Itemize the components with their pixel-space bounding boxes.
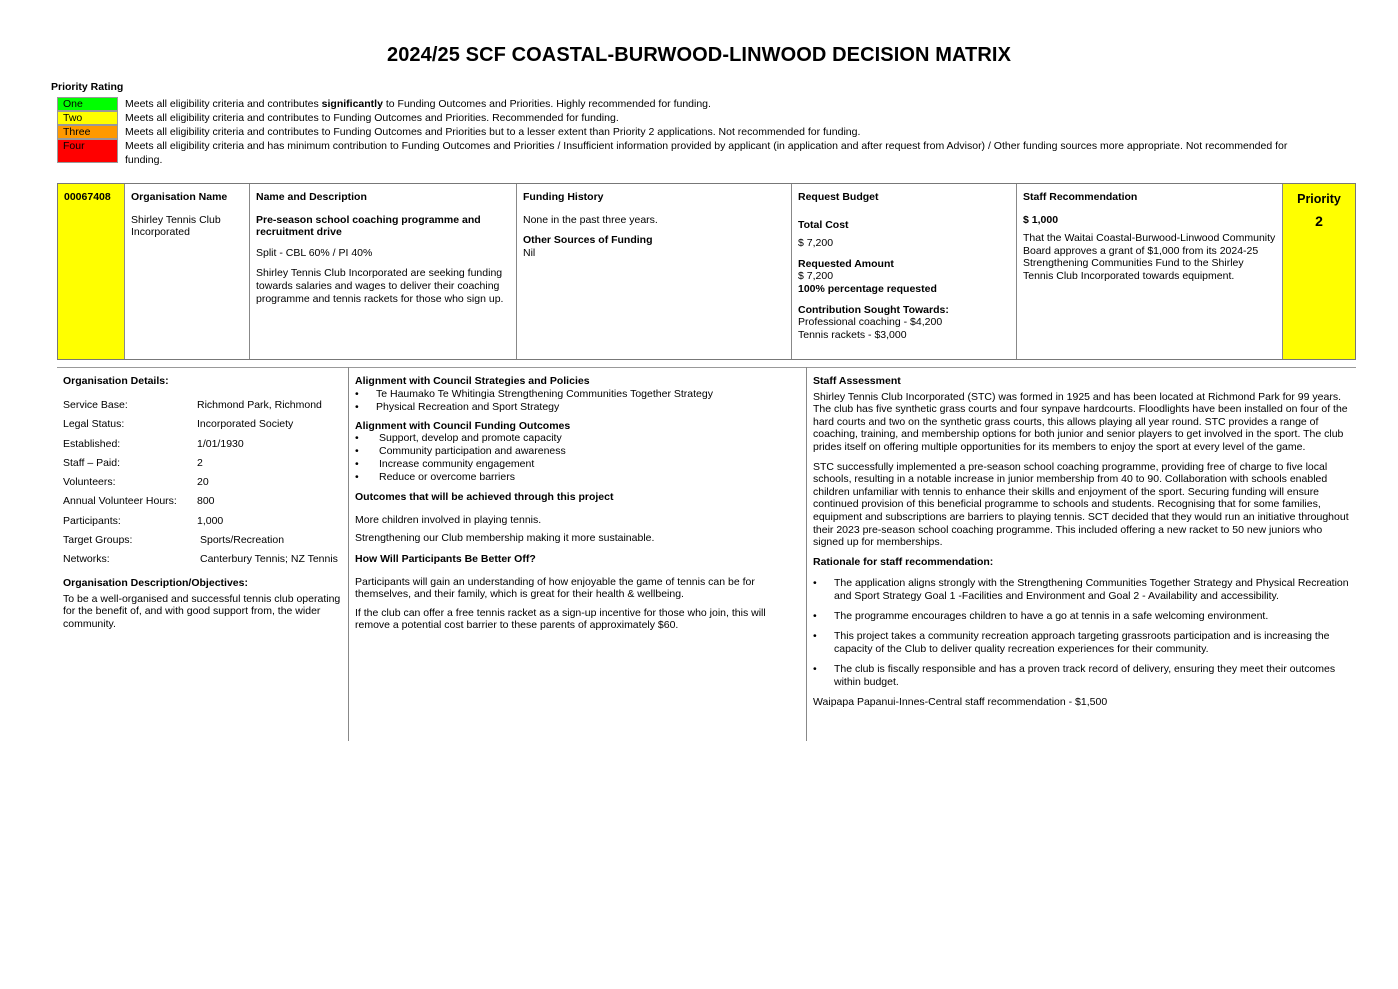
detail-row: [63, 396, 345, 415]
other-board-recommendation: Waipapa Papanui-Innes-Central staff recommendation - $1,500: [813, 696, 1108, 709]
other-sources-header: Other Sources of Funding: [523, 234, 653, 247]
name-description-header: Name and Description: [256, 191, 367, 203]
detail-value: 2: [197, 456, 203, 469]
other-sources: Nil: [523, 246, 536, 259]
priority-one-text: Meets all eligibility criteria and contributes significantly to Funding Outcomes and Priorities. Highly recommended for funding.: [125, 98, 711, 110]
priority-three-text: Meets all eligibility criteria and contributes to Funding Outcomes and Priorities but to a lesser extent than Priority 2 applications. Not recommended for funding.: [125, 126, 861, 138]
contribution-item: Tennis rackets - $3,000: [798, 328, 907, 341]
organisation-details: [63, 375, 345, 631]
requested-amount-label: Requested Amount: [798, 257, 894, 270]
list-item: • Te Haumako Te Whitingia Strengthening Communities Together Strategy: [355, 388, 800, 401]
list-item: • This project takes a community recreation approach targeting grassroots participation and is increasing the capacity of the Club to deliver quality recreation experiences for their community.: [813, 630, 1350, 656]
request-budget-cell: [792, 184, 1017, 359]
organisation-name-header: Organisation Name: [131, 191, 228, 203]
priority-two-text: Meets all eligibility criteria and contributes to Funding Outcomes and Priorities. Recommended for funding.: [125, 112, 619, 124]
requested-amount: $ 7,200: [798, 270, 834, 283]
priority-legend-row: [57, 125, 1317, 139]
detail-row: [63, 415, 345, 434]
detail-value: Richmond Park, Richmond: [197, 398, 322, 411]
detail-label: Annual Volunteer Hours:: [63, 495, 177, 508]
detail-row: [63, 492, 345, 511]
contribution-label: Contribution Sought Towards:: [798, 303, 949, 316]
detail-row: [63, 550, 345, 569]
funding-history-cell: [517, 184, 792, 359]
list-item: • Physical Recreation and Sport Strategy: [355, 401, 800, 414]
staff-assessment-heading: Staff Assessment: [813, 375, 901, 387]
staff-recommendation-amount: $ 1,000: [1023, 213, 1059, 226]
outcomes-list: [355, 432, 800, 484]
list-item: • Support, develop and promote capacity: [355, 432, 800, 445]
organisation-name-cell: [125, 184, 250, 359]
staff-recommendation-text: That the Waitai Coastal-Burwood-Linwood Community Board approves a grant of $1,000 from its 2024-25 Strengthening Communities Fund to the Shirley Tennis Club Incorporated towards equipment.: [1023, 232, 1276, 282]
better-off-item: Participants will gain an understanding of how enjoyable the game of tennis can be for themselves, and their family, which is great for their health & wellbeing.: [355, 575, 755, 601]
achieved-heading: Outcomes that will be achieved through this project: [355, 491, 614, 504]
assessment-paragraph: STC successfully implemented a pre-season school coaching programme, providing free of charge to five local schools, resulting in a notable increase in junior membership from 40 to 90. Collaboration with schools enabled children unfamiliar with tennis to enhance their skills and enjoyment of the sport. Securing funding will ensure continued provision of this beneficial programme to schools and students. Recognising that for some families, equipment and subscriptions are barriers to playing tennis. SCT decided that they would run an initiative throughout their 2023 pre-season school coaching programme. This included offering a new racket to 50 new juniors who signed up for memberships.: [813, 460, 1349, 549]
detail-value: 1,000: [197, 514, 224, 527]
request-budget-header: Request Budget: [798, 191, 879, 203]
funding-history-header: Funding History: [523, 191, 604, 203]
objectives-heading: Organisation Description/Objectives:: [63, 577, 248, 590]
priority-legend-row: [57, 139, 1317, 167]
staff-recommendation-cell: [1017, 184, 1283, 359]
organisation-name: Shirley Tennis Club Incorporated: [131, 213, 221, 239]
list-item: • Reduce or overcome barriers: [355, 471, 800, 484]
strategies-heading: Alignment with Council Strategies and Policies: [355, 375, 590, 387]
detail-value: 1/01/1930: [197, 437, 244, 450]
organisation-details-heading: Organisation Details:: [63, 375, 169, 387]
percentage-requested: 100% percentage requested: [798, 282, 937, 295]
detail-label: Staff – Paid:: [63, 456, 121, 469]
detail-row: [63, 434, 345, 453]
total-cost-label: Total Cost: [798, 218, 849, 231]
achieved-item: Strengthening our Club membership making it more sustainable.: [355, 532, 655, 545]
priority-two-swatch: Two: [57, 111, 118, 125]
detail-label: Established:: [63, 437, 121, 450]
contribution-item: Professional coaching - $4,200: [798, 316, 943, 329]
better-off-item: If the club can offer a free tennis racket as a sign-up incentive for those who join, this will remove a potential cost barrier to these parents of approximately $60.: [355, 606, 766, 632]
column-divider: [348, 367, 349, 741]
priority-legend-row: [57, 111, 1317, 125]
priority-one-swatch: One: [57, 97, 118, 111]
priority-label: Priority: [1297, 192, 1341, 206]
list-item: • Increase community engagement: [355, 458, 800, 471]
funding-history: None in the past three years.: [523, 213, 658, 226]
detail-value: Incorporated Society: [197, 418, 294, 431]
list-item: • The club is fiscally responsible and has a proven track record of delivery, ensuring they meet their outcomes within budget.: [813, 663, 1350, 689]
detail-row: [63, 531, 345, 550]
column-divider: [806, 367, 807, 741]
detail-label: Participants:: [63, 514, 121, 527]
detail-value: Canterbury Tennis; NZ Tennis: [200, 553, 338, 566]
page-title: 2024/25 SCF COASTAL-BURWOOD-LINWOOD DECISION MATRIX: [386, 44, 1012, 66]
detail-label: Legal Status:: [63, 418, 125, 431]
better-off-heading: How Will Participants Be Better Off?: [355, 552, 536, 565]
application-id: 00067408: [58, 184, 125, 359]
funding-split: Split - CBL 60% / PI 40%: [256, 246, 373, 259]
list-item: • The programme encourages children to have a go at tennis in a safe welcoming environment.: [813, 610, 1350, 623]
detail-label: Target Groups:: [63, 534, 133, 547]
name-description-cell: [250, 184, 517, 359]
priority-four-swatch: Four: [57, 139, 118, 163]
staff-assessment-section: [813, 375, 1350, 709]
rationale-heading: Rationale for staff recommendation:: [813, 555, 994, 568]
assessment-paragraph: Shirley Tennis Club Incorporated (STC) was formed in 1925 and has been located at Richmond Park for 99 years. The club has five synthetic grass courts and four synpave hardcourts. Floodlights have been installed on four of the hard courts and two on the synthetic grass courts, this allows playing all year round. STC provides a range of coaching, training, and membership options for both junior and senior players to get involved in the sport. The club prides itself on offering multiple opportunities for its members to enjoy the sport at every level of the game.: [813, 390, 1348, 453]
project-title: Pre-season school coaching programme and recruitment drive: [256, 213, 481, 239]
priority-value: 2: [1315, 213, 1323, 229]
strategies-list: [355, 388, 800, 414]
rationale-list: [813, 577, 1350, 689]
priority-cell: [1283, 184, 1355, 359]
alignment-section: [355, 375, 800, 632]
total-cost: $ 7,200: [798, 237, 834, 250]
detail-value: 20: [197, 476, 209, 489]
priority-legend: [57, 97, 1317, 167]
priority-four-text: Meets all eligibility criteria and has minimum contribution to Funding Outcomes and Priorities / Insufficient information provided by applicant (in application and after request from Advisor) / Other funding sources more appropriate. Not recommended for funding.: [125, 140, 1288, 166]
priority-three-swatch: Three: [57, 125, 118, 139]
detail-row: [63, 453, 345, 472]
priority-legend-row: [57, 97, 1317, 111]
achieved-item: More children involved in playing tennis.: [355, 513, 542, 526]
staff-recommendation-header: Staff Recommendation: [1023, 191, 1138, 203]
detail-value: 800: [197, 495, 215, 508]
list-item: • Community participation and awareness: [355, 445, 800, 458]
detail-label: Volunteers:: [63, 476, 116, 489]
priority-rating-heading: Priority Rating: [51, 81, 124, 93]
outcomes-heading: Alignment with Council Funding Outcomes: [355, 419, 571, 432]
objectives-text: To be a well-organised and successful tennis club operating for the benefit of, and with good support from, the wider community.: [63, 592, 341, 631]
detail-row: [63, 473, 345, 492]
detail-label: Service Base:: [63, 398, 128, 411]
project-description: Shirley Tennis Club Incorporated are seeking funding towards salaries and wages to deliver their coaching programme and tennis rackets for those who sign up.: [256, 267, 504, 305]
list-item: • The application aligns strongly with the Strengthening Communities Together Strategy and Physical Recreation and Sport Strategy Goal 1 -Facilities and Environment and Goal 2 - Availability and accessibility.: [813, 577, 1350, 603]
detail-label: Networks:: [63, 553, 110, 566]
section-divider: [57, 367, 1356, 368]
detail-row: [63, 511, 345, 530]
application-matrix-row: [57, 183, 1356, 360]
detail-value: Sports/Recreation: [200, 534, 285, 547]
